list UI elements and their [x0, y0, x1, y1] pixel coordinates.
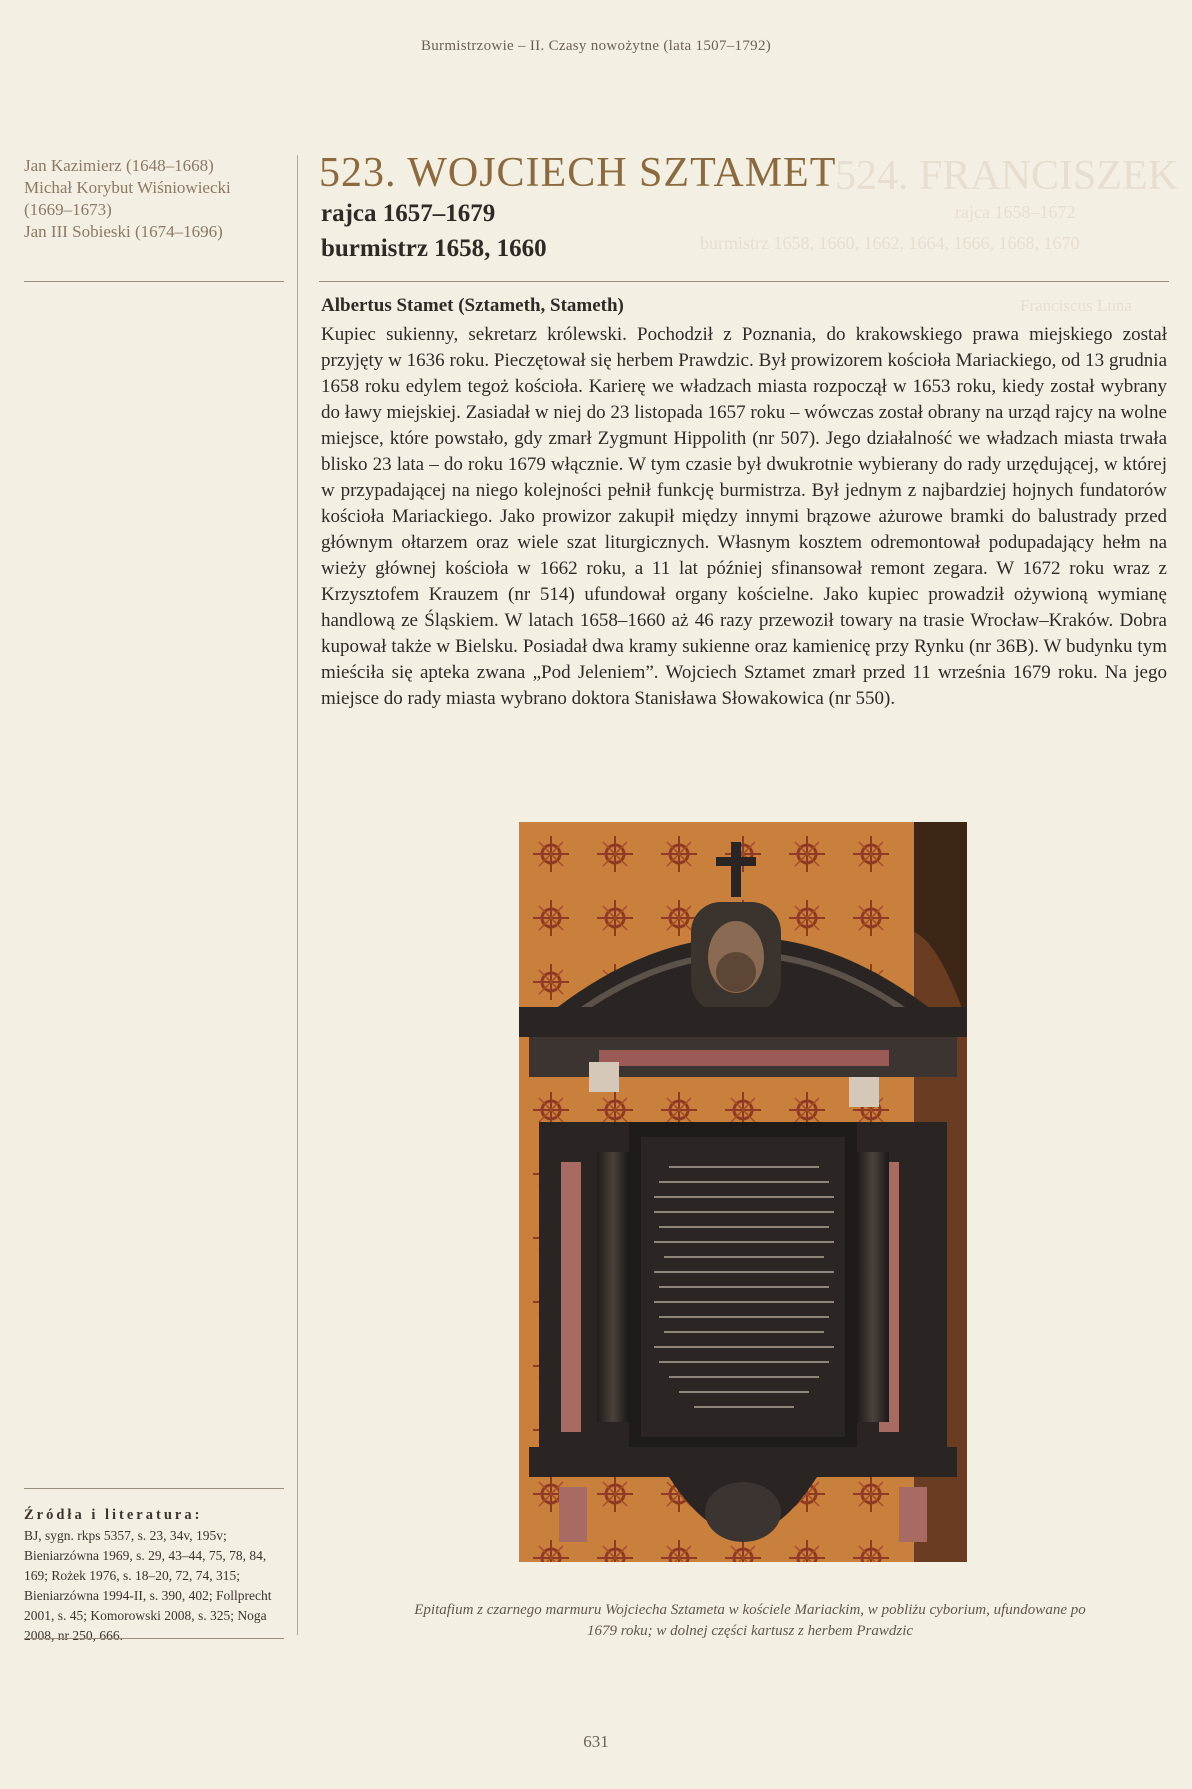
councillor-term: rajca 1657–1679	[321, 200, 496, 227]
bleed-through-title: 524. FRANCISZEK	[835, 153, 1179, 199]
reign-item: Michał Korybut Wiśniowiecki	[24, 178, 231, 197]
figure-caption: Epitafium z czarnego marmuru Wojciecha Sztameta w kościele Mariackim, w pobliżu cyborium, ufundowane po 1679 roku; w dolnej części kartusz z herbem Prawdzic	[414, 1602, 1086, 1639]
name-variants: Albertus Stamet (Sztameth, Stameth)	[321, 295, 624, 316]
running-head: Burmistrzowie – II. Czasy nowożytne (lata 1507–1792)	[420, 38, 772, 54]
epitaph-photo	[519, 822, 967, 1562]
sources-heading: Źródła i literatura:	[24, 1507, 203, 1523]
sources-text: BJ, sygn. rkps 5357, s. 23, 34v, 195v; Bieniarzówna 1969, s. 29, 43–44, 75, 78, 84, 169; Rożek 1976, s. 18–20, 72, 74, 315; Bieniarzówna 1994-II, s. 390, 402; Follprecht 2001, s. 45; Komorowski 2008, s. 325; Noga 2008, nr 250, 666.	[24, 1528, 272, 1643]
reign-list	[24, 155, 284, 243]
biography-text: Kupiec sukienny, sekretarz królewski. Pochodził z Poznania, do krakowskiego prawa miejskiego został przyjęty w 1636 roku. Pieczętował się herbem Prawdzic. Był prowizorem kościoła Mariackiego, od 13 grudnia 1658 roku edylem tegoż kościoła. Karierę we władzach miasta rozpoczął w 1653 roku, kiedy został wybrany do ławy miejskiej. Zasiadał w niej do 23 listopada 1657 roku – wówczas został obrany na urząd rajcy na wolne miejsce, które powstało, gdy zmarł Zygmunt Hippolith (nr 507). Jego działalność we władzach miasta trwała blisko 23 lata – do roku 1679 włącznie. W tym czasie był dwukrotnie wybierany do rady urzędującej, w której w przypadającej na niego kolejności pełnił funkcję burmistrza. Był jednym z najbardziej hojnych fundatorów kościoła Mariackiego. Jako prowizor zakupił między innymi brązowe ażurowe bramki do balustrady przed głównym ołtarzem oraz wiele szat liturgicznych. Własnym kosztem odremontował podupadający hełm na wieży głównej kościoła w 1662 roku, a 11 lat później sfinansował remont zegara. W 1672 roku wraz z Krzysztofem Krauzem (nr 514) ufundował organy kościelne. Jako kupiec prowadził ożywioną wymianę handlową ze Śląskiem. W latach 1658–1660 aż 46 razy przewoził towary na trasie Wrocław–Kraków. Dobra kupował także w Bielsku. Posiadał dwa kramy sukienne oraz kamienicę przy Rynku (nr 36B). W budynku tym mieściła się apteka zwana „Pod Jeleniem”. Wojciech Sztamet zmarł przed 11 września 1679 roku. Na jego miejsce do rady miasta wybrano doktora Stanisława Słowakowica (nr 550).	[321, 324, 1167, 709]
column-divider	[297, 155, 298, 1635]
title-divider	[319, 281, 1169, 282]
sources-divider	[24, 1488, 284, 1489]
reign-item: Jan III Sobieski (1674–1696)	[24, 222, 223, 241]
mayor-term: burmistrz 1658, 1660	[321, 235, 547, 262]
left-divider	[24, 281, 284, 282]
sources-bottom-divider	[24, 1638, 284, 1639]
page-number: 631	[583, 1732, 609, 1751]
epitaph-illustration	[519, 822, 967, 1562]
entry-title: 523. WOJCIECH SZTAMET	[319, 150, 837, 196]
bleed-through-line: rajca 1658–1672	[955, 202, 1076, 222]
bleed-through-line: burmistrz 1658, 1660, 1662, 1664, 1666, 1668, 1670	[700, 233, 1080, 253]
bleed-through-line: Franciscus Luna	[1020, 296, 1132, 315]
reign-item: (1669–1673)	[24, 200, 112, 219]
reign-item: Jan Kazimierz (1648–1668)	[24, 156, 214, 175]
sources-block	[24, 1505, 282, 1646]
